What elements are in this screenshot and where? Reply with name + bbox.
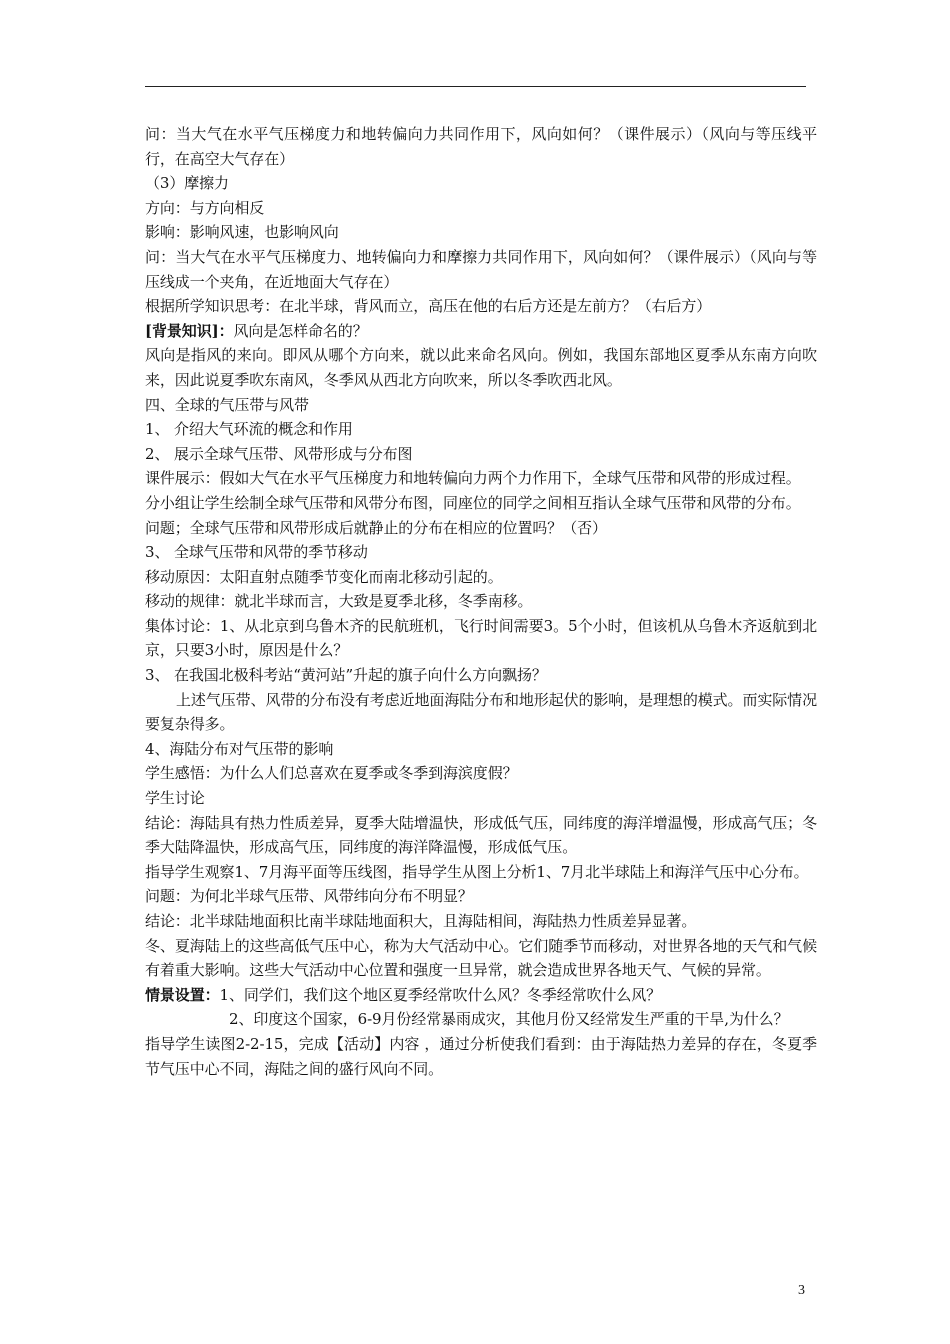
paragraph: 问：当大气在水平气压梯度力、地转偏向力和摩擦力共同作用下，风向如何？（课件展示）（风向与等压线成一个夹角，在近地面大气存在）: [145, 247, 817, 291]
page-number: 3: [798, 1283, 805, 1298]
paragraph: 分小组让学生绘制全球气压带和风带分布图，同座位的同学之间相互指认全球气压带和风带的分布。: [145, 493, 801, 512]
scenario-text: 1、同学们，我们这个地区夏季经常吹什么风？冬季经常吹什么风？: [219, 985, 662, 1004]
paragraph: 方向：与方向相反: [145, 198, 265, 217]
document-body: [145, 122, 817, 1081]
paragraph: （3）摩擦力: [145, 174, 229, 193]
section-heading: 四、全球的气压带与风带: [145, 395, 309, 414]
paragraph: 问题：为何北半球气压带、风带纬向分布不明显？: [145, 887, 473, 906]
paragraph: 指导学生观察1、7月海平面等压线图，指导学生从图上分析1、7月北半球陆上和海洋气压中心分布。: [145, 862, 809, 881]
paragraph: 1、 介绍大气环流的概念和作用: [145, 420, 353, 439]
paragraph: 指导学生读图2-2-15，完成【活动】内容 ，通过分析使我们看到：由于海陆热力差异的存在，冬夏季节气压中心不同，海陆之间的盛行风向不同。: [145, 1034, 817, 1078]
paragraph: 结论：海陆具有热力性质差异，夏季大陆增温快，形成低气压，同纬度的海洋增温慢，形成高气压；冬季大陆降温快，形成高气压，同纬度的海洋降温慢，形成低气压。: [145, 813, 817, 857]
paragraph: 集体讨论：1、从北京到乌鲁木齐的民航班机，飞行时间需要3。5个小时，但该机从乌鲁木齐返航到北京，只要3小时，原因是什么？: [145, 616, 817, 660]
scenario-setting: [145, 983, 817, 1008]
paragraph: 学生讨论: [145, 789, 205, 808]
scenario-label: 情景设置：: [145, 985, 220, 1004]
paragraph: 4、海陆分布对气压带的影响: [145, 739, 334, 758]
background-label: [背景知识]：: [145, 321, 234, 340]
paragraph: 2、 展示全球气压带、风带形成与分布图: [145, 444, 413, 463]
paragraph: 风向是指风的来向。即风从哪个方向来，就以此来命名风向。例如，我国东部地区夏季从东南方向吹来，因此说夏季吹东南风，冬季风从西北方向吹来，所以冬季吹西北风。: [145, 346, 817, 389]
paragraph: 影响：影响风速，也影响风向: [145, 223, 339, 242]
paragraph: 学生感悟：为什么人们总喜欢在夏季或冬季到海滨度假？: [145, 764, 518, 783]
paragraph: 根据所学知识思考：在北半球，背风而立，高压在他的右后方还是左前方？（右后方）: [145, 297, 712, 316]
paragraph: 移动原因：太阳直射点随季节变化而南北移动引起的。: [145, 567, 503, 586]
header-rule: [145, 86, 806, 87]
background-knowledge: [145, 319, 817, 344]
paragraph: 问题；全球气压带和风带形成后就静止的分布在相应的位置吗？（否）: [145, 518, 607, 537]
paragraph: 问：当大气在水平气压梯度力和地转偏向力共同作用下，风向如何？（课件展示）（风向与等压线平行，在高空大气存在）: [145, 125, 817, 168]
paragraph: 3、 全球气压带和风带的季节移动: [145, 543, 368, 562]
paragraph: 移动的规律：就北半球而言，大致是夏季北移，冬季南移。: [145, 592, 533, 611]
paragraph: 3、 在我国北极科考站“黄河站”升起的旗子向什么方向飘扬？: [145, 666, 547, 685]
paragraph: 课件展示：假如大气在水平气压梯度力和地转偏向力两个力作用下，全球气压带和风带的形成过程。: [145, 469, 801, 488]
paragraph: 冬、夏海陆上的这些高低气压中心，称为大气活动中心。它们随季节而移动，对世界各地的天气和气候有着重大影响。这些大气活动中心位置和强度一旦异常，就会造成世界各地天气、气候的异常。: [145, 936, 817, 980]
paragraph: 上述气压带、风带的分布没有考虑近地面海陆分布和地形起伏的影响，是理想的模式。而实际情况要复杂得多。: [145, 690, 817, 734]
background-text: 风向是怎样命名的？: [233, 321, 368, 340]
paragraph: 2、印度这个国家，6-9月份经常暴雨成灾，其他月份又经常发生严重的干旱,为什么？: [229, 1010, 789, 1029]
paragraph: 结论：北半球陆地面积比南半球陆地面积大，且海陆相间，海陆热力性质差异显著。: [145, 912, 697, 930]
